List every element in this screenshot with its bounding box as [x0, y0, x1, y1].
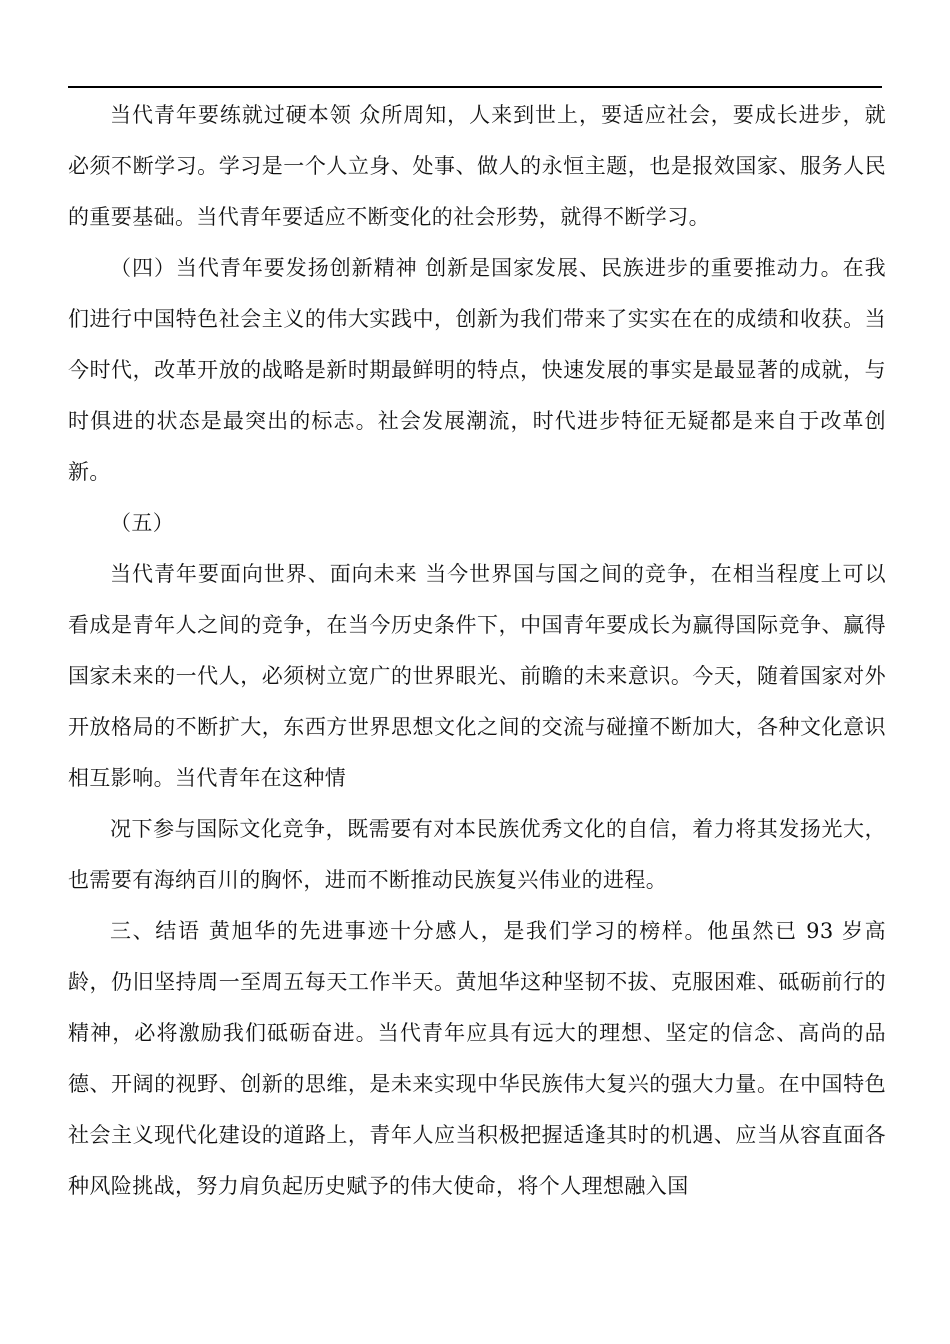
- paragraph-culture-competition: 况下参与国际文化竞争，既需要有对本民族优秀文化的自信，着力将其发扬光大，也需要有海纳百川的胸怀，进而不断推动民族复兴伟业的进程。: [68, 817, 886, 892]
- body-text: [68, 90, 886, 1212]
- paragraph-innovation: （四）当代青年要发扬创新精神 创新是国家发展、民族进步的重要推动力。在我们进行中国特色社会主义的伟大实践中，创新为我们带来了实实在在的成绩和收获。当今时代，改革开放的战略是新时期最鲜明的特点，快速发展的事实是最显著的成就，与时俱进的状态是最突出的标志。社会发展潮流，时代进步特征无疑都是来自于改革创新。: [68, 256, 886, 484]
- paragraph-section-five-heading: （五）: [110, 511, 175, 535]
- paragraph-conclusion: 三、结语 黄旭华的先进事迹十分感人，是我们学习的榜样。他虽然已 93 岁高龄，仍旧坚持周一至周五每天工作半天。黄旭华这种坚韧不拔、克服困难、砥砺前行的精神，必将激励我们砥砺奋进。当代青年应具有远大的理想、坚定的信念、高尚的品德、开阔的视野、创新的思维，是未来实现中华民族伟大复兴的强大力量。在中国特色社会主义现代化建设的道路上，青年人应当积极把握适逢其时的机遇、应当从容直面各种风险挑战，努力肩负起历史赋予的伟大使命，将个人理想融入国: [68, 919, 886, 1198]
- paragraph-world-future: 当代青年要面向世界、面向未来 当今世界国与国之间的竞争，在相当程度上可以看成是青年人之间的竞争，在当今历史条件下，中国青年要成长为赢得国际竞争、赢得国家未来的一代人，必须树立宽广的世界眼光、前瞻的未来意识。今天，随着国家对外开放格局的不断扩大，东西方世界思想文化之间的交流与碰撞不断加大，各种文化意识相互影响。当代青年在这种情: [68, 562, 886, 790]
- paragraph-study: 当代青年要练就过硬本领 众所周知，人来到世上，要适应社会，要成长进步，就必须不断学习。学习是一个人立身、处事、做人的永恒主题，也是报效国家、服务人民的重要基础。当代青年要适应不断变化的社会形势，就得不断学习。: [68, 103, 886, 229]
- header-rule: [68, 86, 882, 88]
